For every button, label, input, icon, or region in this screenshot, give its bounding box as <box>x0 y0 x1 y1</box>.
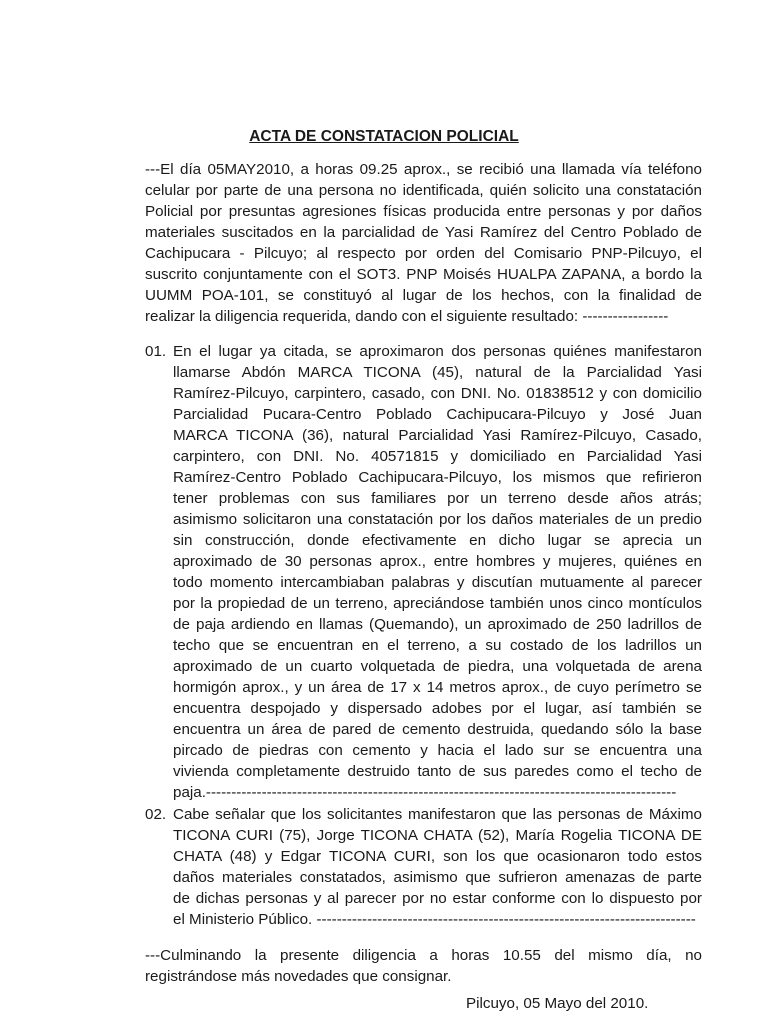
item-line: tener problemas con sus familiares por un terreno desde años atrás; <box>173 490 702 507</box>
item-line: por la propiedad de un terreno, apreciándose también unos cinco montículos <box>173 595 702 612</box>
item-line: sin construcción, donde efectivamente en dicho lugar se aprecia un <box>173 532 702 549</box>
closing-line: registrándose más novedades que consignar. <box>145 968 452 985</box>
intro-line: UUMM POA-101, se constituyó al lugar de los hechos, con la finalidad de <box>145 287 702 304</box>
item-line: encuentra despojado y dispersado adobes por el lugar, así también se <box>173 700 702 717</box>
item-number: 01. <box>145 343 167 360</box>
item-line: daños materiales constatados, asimismo que sufrieron amenazas de parte <box>173 869 702 886</box>
item-line: carpintero, con DNI. No. 40571815 y domiciliado en Parcialidad Yasi <box>173 448 702 465</box>
intro-line: Policial por presuntas agresiones físicas producida entre personas y por daños <box>145 203 702 220</box>
item-line: aproximado de un cuarto volquetada de piedra, una volquetada de arena <box>173 658 702 675</box>
intro-line: ---El día 05MAY2010, a horas 09.25 aprox., se recibió una llamada vía teléfono <box>145 161 702 178</box>
item-number: 02. <box>145 806 167 823</box>
intro-line: suscrito conjuntamente con el SOT3. PNP Moisés HUALPA ZAPANA, a bordo la <box>145 266 702 283</box>
item-line: vivienda completamente destruido tanto de sus paredes como el techo de <box>173 763 702 780</box>
document-title <box>0 127 768 147</box>
item-line: todo momento intercambiaban palabras y discutían mutuamente al parecer <box>173 574 702 591</box>
item-line: el Ministerio Público. --------------------------------------------------------------------------- <box>173 911 696 928</box>
item-line: En el lugar ya citada, se aproximaron dos personas quiénes manifestaron <box>173 343 702 360</box>
item-line: de paja ardiendo en llamas (Quemando), un aproximado de 250 ladrillos de <box>173 616 702 633</box>
intro-line: materiales suscitados en la parcialidad de Yasi Ramírez del Centro Poblado de <box>145 224 702 241</box>
item-line: TICONA CURI (75), Jorge TICONA CHATA (52), María Rogelia TICONA DE <box>173 827 702 844</box>
item-line: paja.--------------------------------------------------------------------------------------------- <box>173 784 677 801</box>
item-line: aproximado de 30 personas aprox., entre hombres y mujeres, quiénes en <box>173 553 702 570</box>
item-line: CHATA (48) y Edgar TICONA CURI, son los que ocasionaron todo estos <box>173 848 702 865</box>
item-line: asimismo solicitaron una constatación por los daños materiales de un predio <box>173 511 702 528</box>
item-line: Cabe señalar que los solicitantes manifestaron que las personas de Máximo <box>173 806 702 823</box>
item-line: MARCA TICONA (36), natural Parcialidad Yasi Ramírez-Pilcuyo, Casado, <box>173 427 702 444</box>
item-line: pircado de piedras con cemento y hacia el lado sur se encuentra una <box>173 742 702 759</box>
item-line: Ramírez-Centro Poblado Cachipucara-Pilcuyo, los mismos que refirieron <box>173 469 702 486</box>
intro-line: celular por parte de una persona no identificada, quién solicito una constatación <box>145 182 702 199</box>
item-line: de dichas personas y al parecer por no estar conforme con lo dispuesto por <box>173 890 702 907</box>
intro-line: Cachipucara - Pilcuyo; al respecto por orden del Comisario PNP-Pilcuyo, el <box>145 245 702 262</box>
intro-line: realizar la diligencia requerida, dando con el siguiente resultado: ----------------- <box>145 308 669 325</box>
closing-line: ---Culminando la presente diligencia a horas 10.55 del mismo día, no <box>145 947 702 964</box>
item-line: techo que se encuentran en el terreno, a su costado de los ladrillos un <box>173 637 702 654</box>
item-line: Ramírez-Pilcuyo, carpintero, casado, con DNI. No. 01838512 y con domicilio <box>173 385 702 402</box>
item-line: encuentra un área de pared de cemento destruida, quedando sólo la base <box>173 721 702 738</box>
document-title-text: ACTA DE CONSTATACION POLICIAL <box>249 128 519 145</box>
item-line: llamarse Abdón MARCA TICONA (45), natural de la Parcialidad Yasi <box>173 364 702 381</box>
item-line: hormigón aprox., y un área de 17 x 14 metros aprox., de cuyo perímetro se <box>173 679 702 696</box>
place-date: Pilcuyo, 05 Mayo del 2010. <box>466 995 649 1012</box>
item-line: Parcialidad Pucara-Centro Poblado Cachipucara-Pilcuyo y José Juan <box>173 406 702 423</box>
